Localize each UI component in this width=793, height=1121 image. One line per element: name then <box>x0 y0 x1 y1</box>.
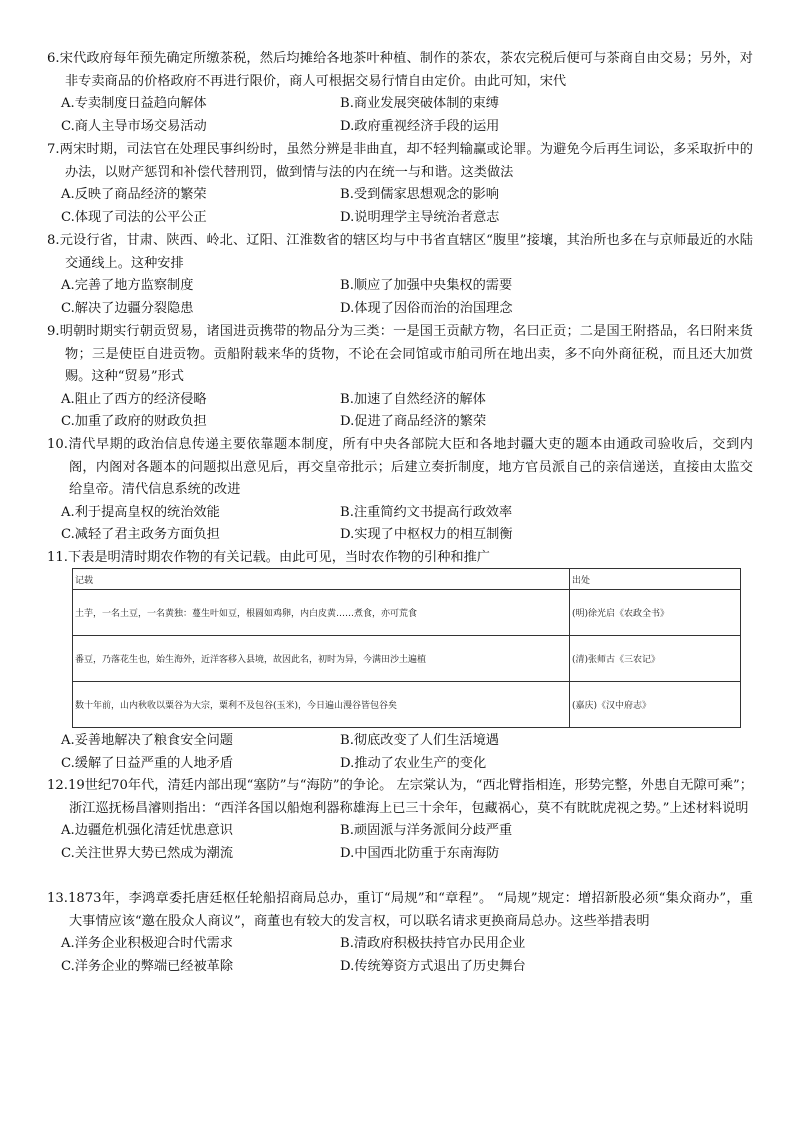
option-a[interactable]: A.反映了商品经济的繁荣 <box>61 187 207 203</box>
options <box>61 275 753 320</box>
options <box>61 184 753 229</box>
question-11-options <box>47 730 753 775</box>
table-cell: (嘉庆)《汉中府志》 <box>570 682 741 728</box>
question-stem: 13.1873年，李鸿章委托唐廷枢任轮船招商局总办，重订“局规”和“章程”。 “局规”规定：增招新股必须“集众商办”，重大事情应该“邀在股众人商议”，商董也有较大的发言权，可以联名请求更换商局总办。这些举措表明 <box>47 891 753 929</box>
option-a[interactable]: A.专卖制度日益趋向解体 <box>61 96 207 112</box>
question-stem: 9.明朝时期实行朝贡贸易，诸国进贡携带的物品分为三类：一是国王贡献方物，名曰正贡；二是国王附搭品，名曰附来货物；三是使臣自进贡物。贡船附载来华的货物，不论在会同馆或市舶司所在地出卖，多不向外商征税，而且还大加赏赐。这种“贸易”形式 <box>47 324 753 385</box>
question-10 <box>47 434 753 547</box>
question-9 <box>47 321 753 434</box>
table-row <box>73 636 741 682</box>
table-cell: 数十年前，山内秋收以粟谷为大宗，粟利不及包谷(玉米)，今日遍山漫谷皆包谷矣 <box>73 682 570 728</box>
table-cell: (清)张师古《三农记》 <box>570 636 741 682</box>
option-b[interactable]: B.顽固派与洋务派间分歧严重 <box>340 823 513 839</box>
option-c[interactable]: C.减轻了君主政务方面负担 <box>61 527 220 543</box>
table-header: 记载 <box>73 569 570 590</box>
option-b[interactable]: B.顺应了加强中央集权的需要 <box>340 278 513 294</box>
options <box>61 389 753 434</box>
table-cell: (明)徐光启《农政全书》 <box>570 590 741 636</box>
option-d[interactable]: D.传统筹资方式退出了历史舞台 <box>340 958 526 974</box>
question-7 <box>47 139 753 229</box>
option-d[interactable]: D.政府重视经济手段的运用 <box>340 118 500 134</box>
option-c[interactable]: C.体现了司法的公平公正 <box>61 209 207 225</box>
question-stem: 12.19世纪70年代，清廷内部出现“塞防”与“海防”的争论。 左宗棠认为，“西北臂指相连，形势完整，外患自无隙可乘”；浙江巡抚杨昌濬则指出：“西洋各国以船炮利器称雄海上已三十余年，包藏祸心，莫不有眈眈虎视之势。”上述材料说明 <box>47 778 753 816</box>
table-header: 出处 <box>570 569 741 590</box>
option-d[interactable]: D.体现了因俗而治的治国理念 <box>340 300 513 316</box>
option-d[interactable]: D.推动了农业生产的变化 <box>340 755 487 771</box>
question-8 <box>47 230 753 320</box>
question-11 <box>47 547 753 570</box>
options <box>61 93 753 138</box>
option-d[interactable]: D.中国西北防重于东南海防 <box>340 845 500 861</box>
option-c[interactable]: C.商人主导市场交易活动 <box>61 118 207 134</box>
crop-records-table <box>72 568 741 728</box>
table-cell: 土芋，一名土豆，一名黄独：蔓生叶如豆，根圆如鸡卵，内白皮黄……煮食，亦可荒食 <box>73 590 570 636</box>
option-a[interactable]: A.边疆危机强化清廷忧患意识 <box>61 823 233 839</box>
option-a[interactable]: A.妥善地解决了粮食安全问题 <box>61 733 233 748</box>
option-a[interactable]: A.洋务企业积极迎合时代需求 <box>61 936 233 952</box>
options <box>61 502 753 547</box>
option-c[interactable]: C.加重了政府的财政负担 <box>61 414 207 430</box>
option-a[interactable]: A.完善了地方监察制度 <box>61 278 194 294</box>
question-stem: 10.清代早期的政治信息传递主要依靠题本制度，所有中央各部院大臣和各地封疆大吏的题本由通政司验收后，交到内阁，内阁对各题本的问题拟出意见后，再交皇帝批示；后建立奏折制度，地方官员派自己的亲信递送，直接由太监交给皇帝。清代信息系统的改进 <box>47 437 753 498</box>
option-b[interactable]: B.受到儒家思想观念的影响 <box>340 187 499 203</box>
question-12 <box>47 775 753 865</box>
table-row <box>73 682 741 728</box>
question-stem: 11.下表是明清时期农作物的有关记载。由此可见，当时农作物的引种和推广 <box>47 550 490 565</box>
question-stem: 8.元设行省，甘肃、陕西、岭北、辽阳、江淮数省的辖区均与中书省直辖区“腹里”接壤，其治所也多在与京师最近的水陆交通线上。这种安排 <box>47 233 753 271</box>
table-row <box>73 590 741 636</box>
question-stem: 7.两宋时期，司法官在处理民事纠纷时，虽然分辨是非曲直，却不轻判输赢或论罪。为避免今后再生词讼，多采取折中的办法，以财产惩罚和补偿代替刑罚，做到情与法的内在统一与和谐。这类做法 <box>47 142 753 180</box>
option-b[interactable]: B.彻底改变了人们生活境遇 <box>340 733 499 748</box>
option-c[interactable]: C.缓解了日益严重的人地矛盾 <box>61 755 234 771</box>
table-cell: 番豆，乃落花生也，始生海外，近洋客移入县境，故因此名，初时为异，今满田沙土遍植 <box>73 636 570 682</box>
option-b[interactable]: B.加速了自然经济的解体 <box>340 391 486 407</box>
options <box>61 730 753 775</box>
question-stem: 6.宋代政府每年预先确定所缴茶税，然后均摊给各地茶叶种植、制作的茶农，茶农完税后便可与茶商自由交易；另外，对非专卖商品的价格政府不再进行限价，商人可根据交易行情自由定价。由此可知，宋代 <box>47 51 753 89</box>
question-6 <box>47 48 753 138</box>
option-c[interactable]: C.洋务企业的弊端已经被革除 <box>61 958 234 974</box>
option-a[interactable]: A.阻止了西方的经济侵略 <box>61 391 207 407</box>
options <box>61 933 753 978</box>
options <box>61 820 753 865</box>
option-d[interactable]: D.促进了商品经济的繁荣 <box>340 414 487 430</box>
option-c[interactable]: C.关注世界大势已然成为潮流 <box>61 845 234 861</box>
option-b[interactable]: B.清政府积极扶持官办民用企业 <box>340 936 526 952</box>
question-13 <box>47 888 753 978</box>
option-a[interactable]: A.利于提高皇权的统治效能 <box>61 504 220 520</box>
option-b[interactable]: B.注重简约文书提高行政效率 <box>340 504 513 520</box>
option-c[interactable]: C.解决了边疆分裂隐患 <box>61 300 194 316</box>
option-d[interactable]: D.实现了中枢权力的相互制衡 <box>340 527 513 543</box>
table-header-row <box>73 569 741 590</box>
option-b[interactable]: B.商业发展突破体制的束缚 <box>340 96 499 112</box>
option-d[interactable]: D.说明理学主导统治者意志 <box>340 209 500 225</box>
